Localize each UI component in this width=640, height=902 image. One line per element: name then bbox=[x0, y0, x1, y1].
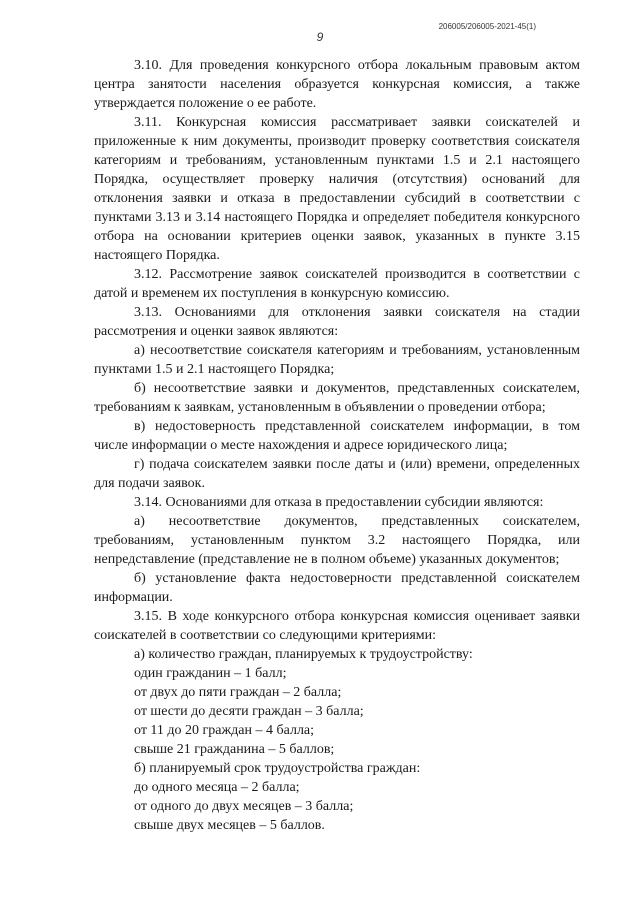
paragraph-3-14-b: б) установление факта недостоверности представленной соискателем информации. bbox=[94, 571, 580, 605]
paragraph-3-15: 3.15. В ходе конкурсного отбора конкурсная комиссия оценивает заявки соискателей в соответствии со следующими критериями: bbox=[94, 609, 580, 643]
criteria-line: от 11 до 20 граждан – 4 балла; bbox=[134, 723, 315, 738]
paragraph-3-12: 3.12. Рассмотрение заявок соискателей производится в соответствии с датой и временем их поступления в конкурсную комиссию. bbox=[94, 267, 580, 301]
document-id: 206005/206005-2021-45(1) bbox=[438, 22, 536, 31]
criteria-line: а) количество граждан, планируемых к трудоустройству: bbox=[134, 647, 473, 662]
page-number: 9 bbox=[316, 30, 324, 44]
paragraph-3-10: 3.10. Для проведения конкурсного отбора локальным правовым актом центра занятости населения образуется конкурсная комиссия, а также утверждается положение о ее работе. bbox=[94, 58, 580, 111]
paragraph-3-14: 3.14. Основаниями для отказа в предоставлении субсидии являются: bbox=[134, 495, 544, 510]
criteria-line: до одного месяца – 2 балла; bbox=[134, 780, 300, 795]
paragraph-3-14-a: а) несоответствие документов, представленных соискателем, требованиям, установленным пунктом 3.2 настоящего Порядка, или непредставление (представление не в полном объеме) указанных документов; bbox=[94, 514, 580, 567]
criteria-line: свыше двух месяцев – 5 баллов. bbox=[134, 818, 325, 833]
paragraph-3-11: 3.11. Конкурсная комиссия рассматривает заявки соискателей и приложенные к ним документы, производит проверку соответствия соискателя категориям и требованиям, установленным пунктами 1.5 и 2.1 настоящего Порядка, осуществляет проверку наличия (отсутствия) оснований для отклонения заявки и отказа в предоставлении субсидий в соответствии с пунктами 3.13 и 3.14 настоящего Порядка и определяет победителя конкурсного отбора на основании критериев оценки заявок, указанных в пункте 3.15 настоящего Порядка. bbox=[94, 115, 580, 263]
document-body bbox=[94, 56, 580, 835]
criteria-line: от двух до пяти граждан – 2 балла; bbox=[134, 685, 342, 700]
paragraph-3-13: 3.13. Основаниями для отклонения заявки соискателя на стадии рассмотрения и оценки заявок являются: bbox=[94, 305, 580, 339]
criteria-line: б) планируемый срок трудоустройства граждан: bbox=[134, 761, 421, 776]
paragraph-3-13-b: б) несоответствие заявки и документов, представленных соискателем, требованиям к заявкам, установленным в объявлении о проведении отбора; bbox=[94, 381, 580, 415]
criteria-line: свыше 21 гражданина – 5 баллов; bbox=[134, 742, 335, 757]
paragraph-3-13-g: г) подача соискателем заявки после даты и (или) времени, определенных для подачи заявок. bbox=[94, 457, 580, 491]
paragraph-3-13-a: а) несоответствие соискателя категориям и требованиям, установленным пунктами 1.5 и 2.1 настоящего Порядка; bbox=[94, 343, 580, 377]
criteria-line: от шести до десяти граждан – 3 балла; bbox=[134, 704, 364, 719]
criteria-line: один гражданин – 1 балл; bbox=[134, 666, 287, 681]
paragraph-3-13-v: в) недостоверность представленной соискателем информации, в том числе информации о месте нахождения и адресе юридического лица; bbox=[94, 419, 580, 453]
criteria-line: от одного до двух месяцев – 3 балла; bbox=[134, 799, 354, 814]
